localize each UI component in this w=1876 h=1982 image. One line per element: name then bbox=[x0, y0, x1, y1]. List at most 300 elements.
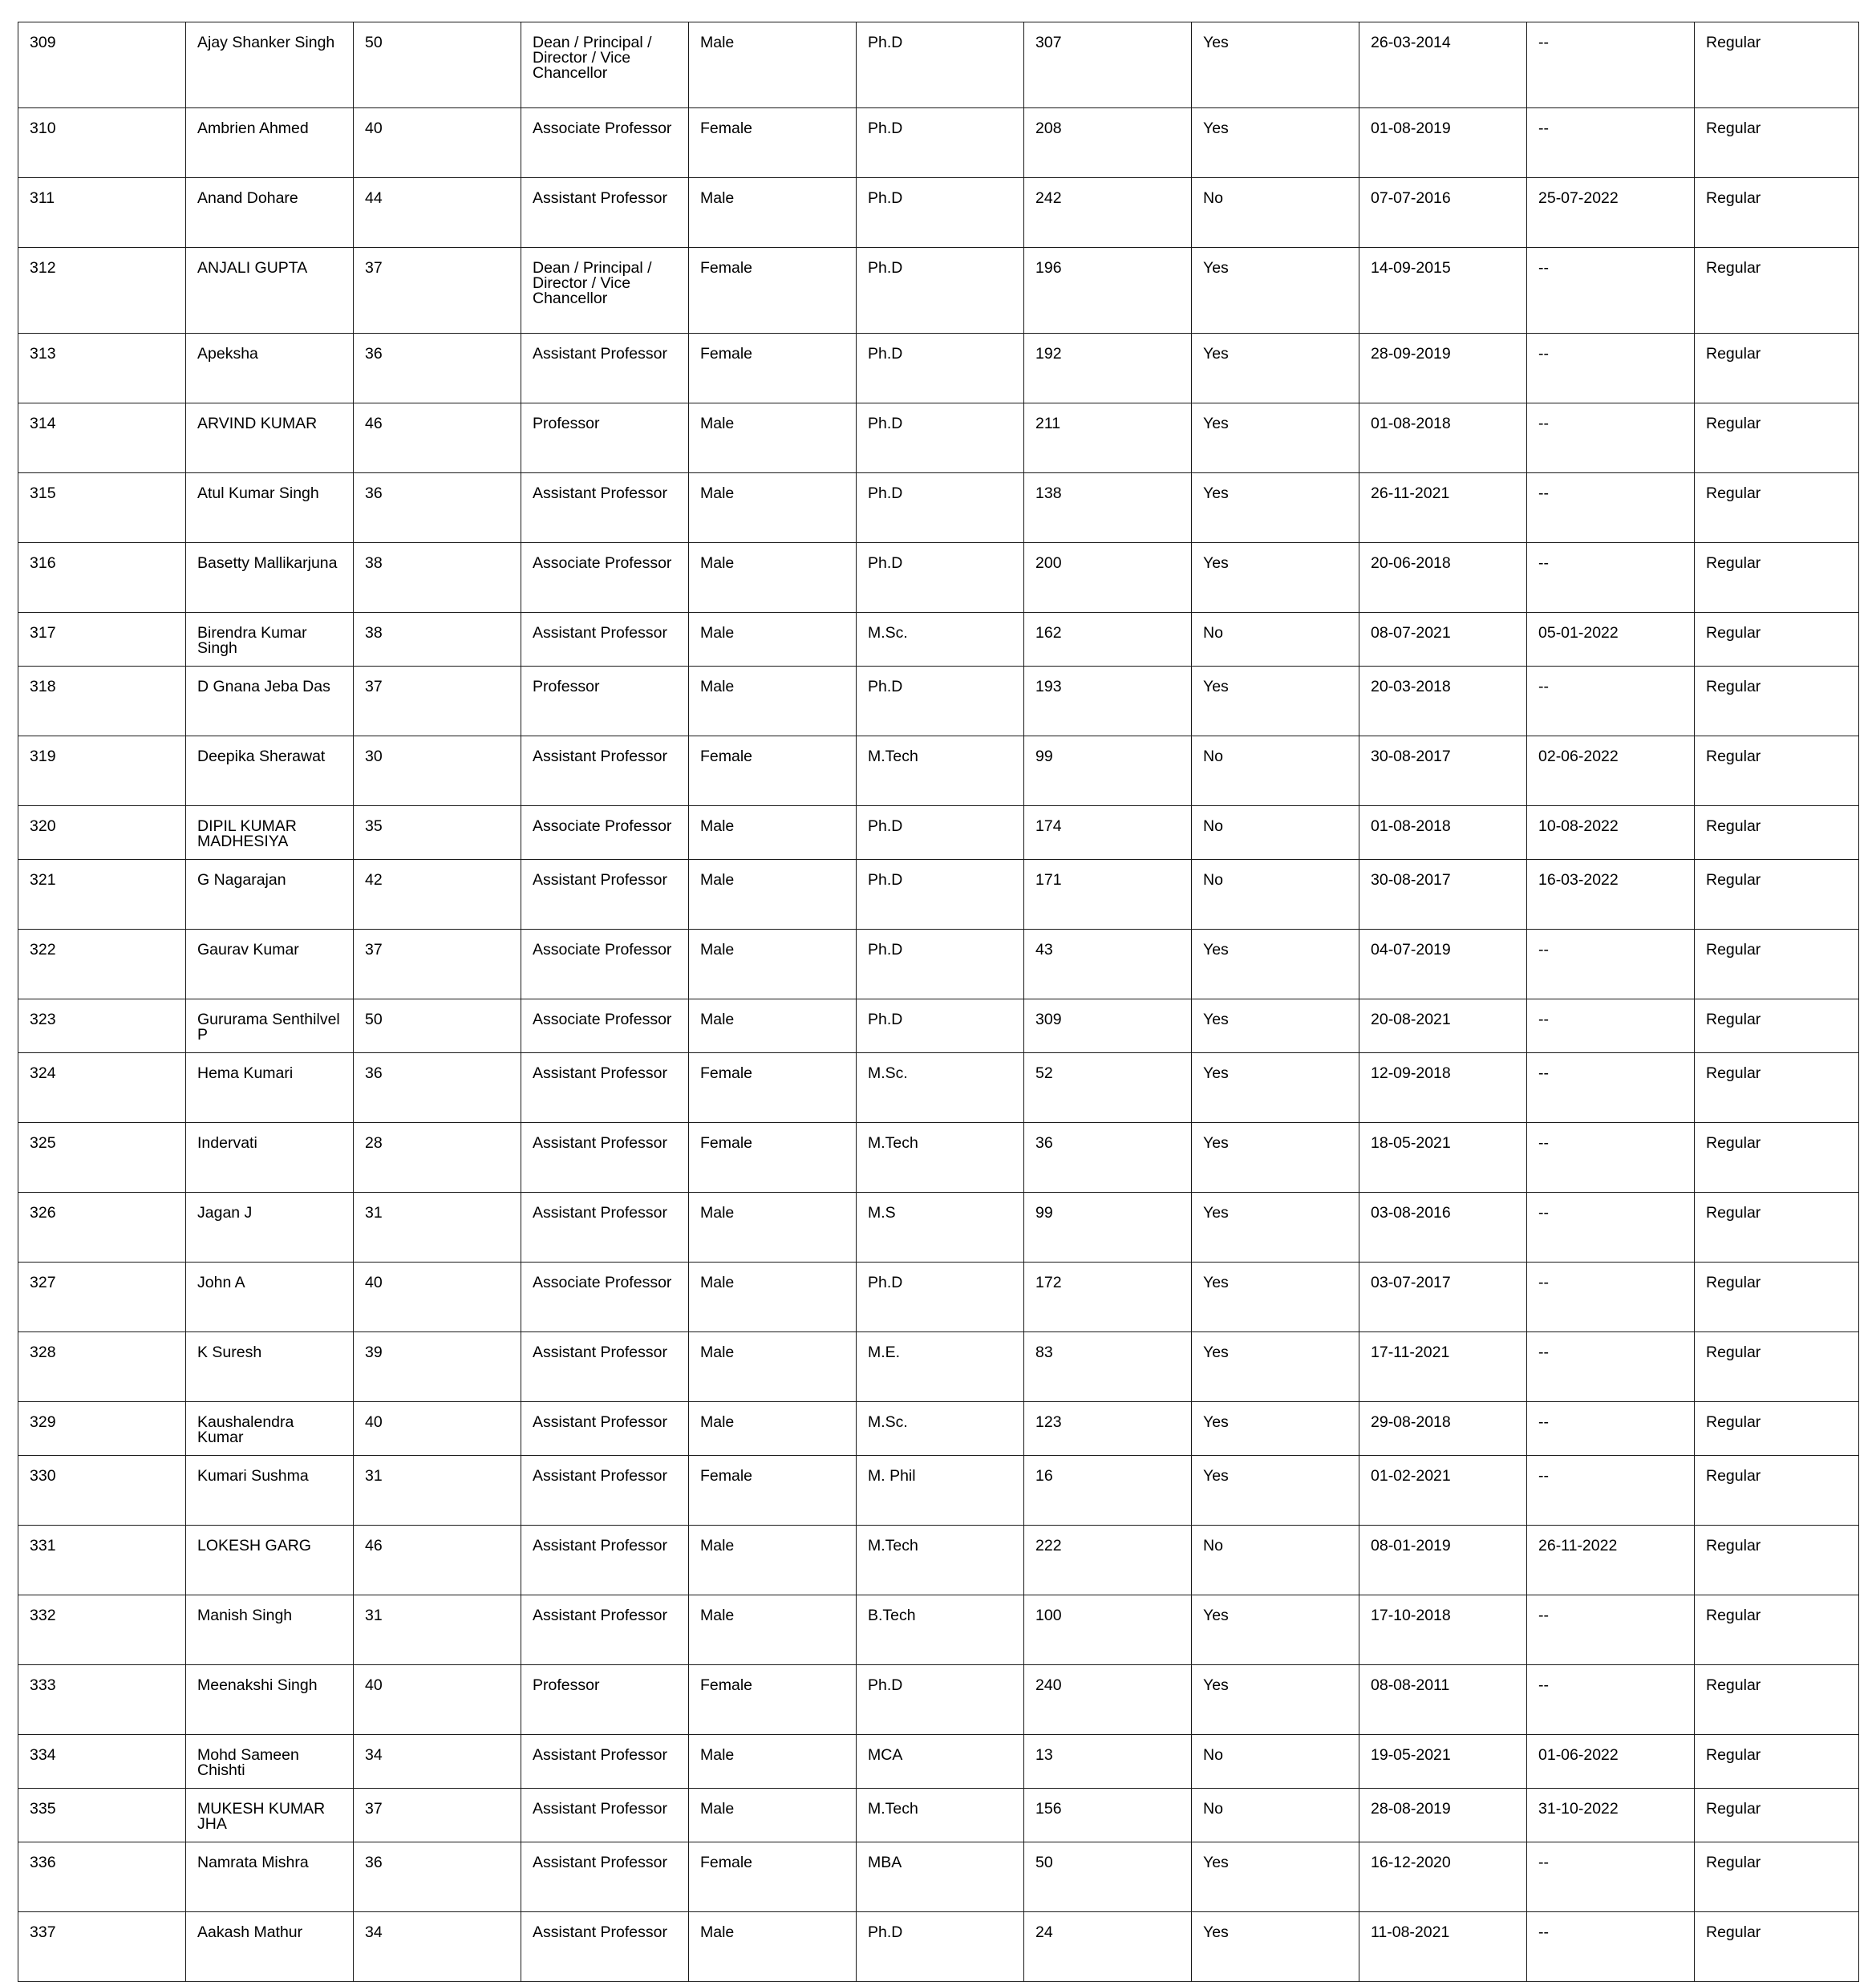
joining-date-cell: 28-09-2019 bbox=[1359, 334, 1527, 403]
qualification-cell: M.Sc. bbox=[857, 1053, 1024, 1123]
currently-working-cell: Yes bbox=[1192, 1456, 1359, 1526]
experience-cell: 196 bbox=[1024, 248, 1192, 334]
name-cell: Aakash Mathur bbox=[186, 1912, 354, 1982]
joining-date-cell: 20-08-2021 bbox=[1359, 999, 1527, 1053]
qualification-cell: MCA bbox=[857, 1735, 1024, 1789]
age-cell: 46 bbox=[354, 403, 521, 473]
nature-cell: Regular bbox=[1695, 1123, 1859, 1193]
qualification-cell: M.Tech bbox=[857, 1123, 1024, 1193]
age-cell: 31 bbox=[354, 1193, 521, 1263]
joining-date-cell: 17-11-2021 bbox=[1359, 1332, 1527, 1402]
joining-date-cell: 11-08-2021 bbox=[1359, 1912, 1527, 1982]
qualification-cell: B.Tech bbox=[857, 1595, 1024, 1665]
age-cell: 36 bbox=[354, 1842, 521, 1912]
serial-cell: 315 bbox=[18, 473, 186, 543]
gender-cell: Female bbox=[689, 1842, 857, 1912]
leaving-date-cell: -- bbox=[1527, 22, 1695, 108]
nature-cell: Regular bbox=[1695, 543, 1859, 613]
gender-cell: Female bbox=[689, 736, 857, 806]
name-cell: ARVIND KUMAR bbox=[186, 403, 354, 473]
name-cell: Anand Dohare bbox=[186, 178, 354, 248]
nature-cell: Regular bbox=[1695, 1735, 1859, 1789]
serial-cell: 313 bbox=[18, 334, 186, 403]
joining-date-cell: 20-06-2018 bbox=[1359, 543, 1527, 613]
joining-date-cell: 04-07-2019 bbox=[1359, 930, 1527, 999]
qualification-cell: Ph.D bbox=[857, 1665, 1024, 1735]
name-cell: Apeksha bbox=[186, 334, 354, 403]
leaving-date-cell: -- bbox=[1527, 930, 1695, 999]
qualification-cell: M.Sc. bbox=[857, 1402, 1024, 1456]
serial-cell: 320 bbox=[18, 806, 186, 860]
designation-cell: Professor bbox=[521, 403, 689, 473]
designation-cell: Professor bbox=[521, 667, 689, 736]
designation-cell: Assistant Professor bbox=[521, 1332, 689, 1402]
joining-date-cell: 08-07-2021 bbox=[1359, 613, 1527, 667]
joining-date-cell: 03-07-2017 bbox=[1359, 1263, 1527, 1332]
table-row bbox=[18, 178, 1859, 248]
nature-cell: Regular bbox=[1695, 1912, 1859, 1982]
joining-date-cell: 29-08-2018 bbox=[1359, 1402, 1527, 1456]
table-row bbox=[18, 860, 1859, 930]
designation-cell: Assistant Professor bbox=[521, 178, 689, 248]
serial-cell: 330 bbox=[18, 1456, 186, 1526]
leaving-date-cell: 02-06-2022 bbox=[1527, 736, 1695, 806]
name-cell: Namrata Mishra bbox=[186, 1842, 354, 1912]
leaving-date-cell: -- bbox=[1527, 1193, 1695, 1263]
qualification-cell: Ph.D bbox=[857, 999, 1024, 1053]
designation-cell: Assistant Professor bbox=[521, 613, 689, 667]
currently-working-cell: Yes bbox=[1192, 543, 1359, 613]
designation-cell: Assistant Professor bbox=[521, 1912, 689, 1982]
leaving-date-cell: -- bbox=[1527, 473, 1695, 543]
currently-working-cell: Yes bbox=[1192, 1123, 1359, 1193]
experience-cell: 100 bbox=[1024, 1595, 1192, 1665]
name-cell: Kumari Sushma bbox=[186, 1456, 354, 1526]
age-cell: 34 bbox=[354, 1912, 521, 1982]
currently-working-cell: Yes bbox=[1192, 999, 1359, 1053]
experience-cell: 99 bbox=[1024, 1193, 1192, 1263]
serial-cell: 318 bbox=[18, 667, 186, 736]
table-row bbox=[18, 403, 1859, 473]
table-row bbox=[18, 806, 1859, 860]
currently-working-cell: Yes bbox=[1192, 1912, 1359, 1982]
serial-cell: 317 bbox=[18, 613, 186, 667]
nature-cell: Regular bbox=[1695, 403, 1859, 473]
gender-cell: Male bbox=[689, 1526, 857, 1595]
leaving-date-cell: 10-08-2022 bbox=[1527, 806, 1695, 860]
joining-date-cell: 16-12-2020 bbox=[1359, 1842, 1527, 1912]
currently-working-cell: No bbox=[1192, 1735, 1359, 1789]
currently-working-cell: No bbox=[1192, 860, 1359, 930]
leaving-date-cell: -- bbox=[1527, 334, 1695, 403]
qualification-cell: Ph.D bbox=[857, 667, 1024, 736]
table-row bbox=[18, 930, 1859, 999]
nature-cell: Regular bbox=[1695, 108, 1859, 178]
gender-cell: Male bbox=[689, 1193, 857, 1263]
experience-cell: 208 bbox=[1024, 108, 1192, 178]
serial-cell: 334 bbox=[18, 1735, 186, 1789]
age-cell: 31 bbox=[354, 1595, 521, 1665]
faculty-table bbox=[18, 22, 1859, 1982]
qualification-cell: Ph.D bbox=[857, 806, 1024, 860]
serial-cell: 325 bbox=[18, 1123, 186, 1193]
leaving-date-cell: 01-06-2022 bbox=[1527, 1735, 1695, 1789]
leaving-date-cell: -- bbox=[1527, 1123, 1695, 1193]
serial-cell: 309 bbox=[18, 22, 186, 108]
name-cell: John A bbox=[186, 1263, 354, 1332]
serial-cell: 316 bbox=[18, 543, 186, 613]
experience-cell: 156 bbox=[1024, 1789, 1192, 1842]
leaving-date-cell: -- bbox=[1527, 543, 1695, 613]
qualification-cell: M.Tech bbox=[857, 1789, 1024, 1842]
leaving-date-cell: -- bbox=[1527, 1595, 1695, 1665]
joining-date-cell: 14-09-2015 bbox=[1359, 248, 1527, 334]
table-row bbox=[18, 1263, 1859, 1332]
experience-cell: 222 bbox=[1024, 1526, 1192, 1595]
designation-cell: Associate Professor bbox=[521, 1263, 689, 1332]
age-cell: 38 bbox=[354, 613, 521, 667]
nature-cell: Regular bbox=[1695, 860, 1859, 930]
leaving-date-cell: 25-07-2022 bbox=[1527, 178, 1695, 248]
age-cell: 31 bbox=[354, 1456, 521, 1526]
nature-cell: Regular bbox=[1695, 999, 1859, 1053]
designation-cell: Assistant Professor bbox=[521, 1595, 689, 1665]
gender-cell: Male bbox=[689, 1912, 857, 1982]
experience-cell: 192 bbox=[1024, 334, 1192, 403]
age-cell: 37 bbox=[354, 1789, 521, 1842]
experience-cell: 99 bbox=[1024, 736, 1192, 806]
leaving-date-cell: -- bbox=[1527, 108, 1695, 178]
serial-cell: 337 bbox=[18, 1912, 186, 1982]
leaving-date-cell: 16-03-2022 bbox=[1527, 860, 1695, 930]
leaving-date-cell: -- bbox=[1527, 403, 1695, 473]
nature-cell: Regular bbox=[1695, 1595, 1859, 1665]
table-row bbox=[18, 1123, 1859, 1193]
gender-cell: Male bbox=[689, 930, 857, 999]
gender-cell: Male bbox=[689, 1263, 857, 1332]
joining-date-cell: 19-05-2021 bbox=[1359, 1735, 1527, 1789]
gender-cell: Female bbox=[689, 1053, 857, 1123]
currently-working-cell: Yes bbox=[1192, 930, 1359, 999]
leaving-date-cell: -- bbox=[1527, 1053, 1695, 1123]
currently-working-cell: Yes bbox=[1192, 1193, 1359, 1263]
serial-cell: 331 bbox=[18, 1526, 186, 1595]
currently-working-cell: No bbox=[1192, 178, 1359, 248]
designation-cell: Assistant Professor bbox=[521, 1842, 689, 1912]
table-row bbox=[18, 22, 1859, 108]
currently-working-cell: Yes bbox=[1192, 667, 1359, 736]
table-row bbox=[18, 1526, 1859, 1595]
qualification-cell: MBA bbox=[857, 1842, 1024, 1912]
nature-cell: Regular bbox=[1695, 806, 1859, 860]
joining-date-cell: 08-01-2019 bbox=[1359, 1526, 1527, 1595]
gender-cell: Female bbox=[689, 248, 857, 334]
currently-working-cell: Yes bbox=[1192, 334, 1359, 403]
age-cell: 30 bbox=[354, 736, 521, 806]
table-row bbox=[18, 108, 1859, 178]
table-row bbox=[18, 1789, 1859, 1842]
nature-cell: Regular bbox=[1695, 736, 1859, 806]
designation-cell: Assistant Professor bbox=[521, 1123, 689, 1193]
designation-cell: Associate Professor bbox=[521, 543, 689, 613]
name-cell: Basetty Mallikarjuna bbox=[186, 543, 354, 613]
name-cell: Gururama Senthilvel P bbox=[186, 999, 354, 1053]
designation-cell: Dean / Principal / Director / Vice Chancellor bbox=[521, 22, 689, 108]
currently-working-cell: Yes bbox=[1192, 1665, 1359, 1735]
age-cell: 50 bbox=[354, 22, 521, 108]
nature-cell: Regular bbox=[1695, 1193, 1859, 1263]
leaving-date-cell: -- bbox=[1527, 1332, 1695, 1402]
currently-working-cell: No bbox=[1192, 1526, 1359, 1595]
serial-cell: 310 bbox=[18, 108, 186, 178]
age-cell: 40 bbox=[354, 108, 521, 178]
experience-cell: 24 bbox=[1024, 1912, 1192, 1982]
currently-working-cell: Yes bbox=[1192, 108, 1359, 178]
gender-cell: Male bbox=[689, 1332, 857, 1402]
name-cell: Ajay Shanker Singh bbox=[186, 22, 354, 108]
designation-cell: Assistant Professor bbox=[521, 1053, 689, 1123]
qualification-cell: Ph.D bbox=[857, 1912, 1024, 1982]
age-cell: 40 bbox=[354, 1402, 521, 1456]
name-cell: Hema Kumari bbox=[186, 1053, 354, 1123]
currently-working-cell: Yes bbox=[1192, 403, 1359, 473]
currently-working-cell: No bbox=[1192, 1789, 1359, 1842]
nature-cell: Regular bbox=[1695, 178, 1859, 248]
designation-cell: Associate Professor bbox=[521, 806, 689, 860]
name-cell: Kaushalendra Kumar bbox=[186, 1402, 354, 1456]
name-cell: Indervati bbox=[186, 1123, 354, 1193]
joining-date-cell: 30-08-2017 bbox=[1359, 736, 1527, 806]
name-cell: Deepika Sherawat bbox=[186, 736, 354, 806]
currently-working-cell: Yes bbox=[1192, 22, 1359, 108]
table-row bbox=[18, 473, 1859, 543]
joining-date-cell: 01-08-2018 bbox=[1359, 806, 1527, 860]
table-row bbox=[18, 1053, 1859, 1123]
serial-cell: 327 bbox=[18, 1263, 186, 1332]
serial-cell: 335 bbox=[18, 1789, 186, 1842]
name-cell: Jagan J bbox=[186, 1193, 354, 1263]
name-cell: Manish Singh bbox=[186, 1595, 354, 1665]
table-row bbox=[18, 1332, 1859, 1402]
joining-date-cell: 18-05-2021 bbox=[1359, 1123, 1527, 1193]
serial-cell: 328 bbox=[18, 1332, 186, 1402]
joining-date-cell: 03-08-2016 bbox=[1359, 1193, 1527, 1263]
experience-cell: 174 bbox=[1024, 806, 1192, 860]
designation-cell: Assistant Professor bbox=[521, 1789, 689, 1842]
name-cell: Atul Kumar Singh bbox=[186, 473, 354, 543]
gender-cell: Male bbox=[689, 1735, 857, 1789]
designation-cell: Assistant Professor bbox=[521, 860, 689, 930]
designation-cell: Assistant Professor bbox=[521, 1456, 689, 1526]
qualification-cell: Ph.D bbox=[857, 403, 1024, 473]
qualification-cell: Ph.D bbox=[857, 543, 1024, 613]
table-row bbox=[18, 334, 1859, 403]
nature-cell: Regular bbox=[1695, 1332, 1859, 1402]
age-cell: 35 bbox=[354, 806, 521, 860]
leaving-date-cell: -- bbox=[1527, 1842, 1695, 1912]
table-row bbox=[18, 613, 1859, 667]
currently-working-cell: No bbox=[1192, 806, 1359, 860]
joining-date-cell: 30-08-2017 bbox=[1359, 860, 1527, 930]
currently-working-cell: Yes bbox=[1192, 1402, 1359, 1456]
gender-cell: Male bbox=[689, 22, 857, 108]
experience-cell: 309 bbox=[1024, 999, 1192, 1053]
nature-cell: Regular bbox=[1695, 22, 1859, 108]
name-cell: Meenakshi Singh bbox=[186, 1665, 354, 1735]
designation-cell: Assistant Professor bbox=[521, 1526, 689, 1595]
nature-cell: Regular bbox=[1695, 1526, 1859, 1595]
designation-cell: Assistant Professor bbox=[521, 334, 689, 403]
nature-cell: Regular bbox=[1695, 1842, 1859, 1912]
age-cell: 40 bbox=[354, 1263, 521, 1332]
serial-cell: 332 bbox=[18, 1595, 186, 1665]
gender-cell: Male bbox=[689, 178, 857, 248]
age-cell: 36 bbox=[354, 334, 521, 403]
designation-cell: Associate Professor bbox=[521, 108, 689, 178]
nature-cell: Regular bbox=[1695, 1402, 1859, 1456]
nature-cell: Regular bbox=[1695, 1665, 1859, 1735]
serial-cell: 312 bbox=[18, 248, 186, 334]
table-row bbox=[18, 999, 1859, 1053]
gender-cell: Male bbox=[689, 860, 857, 930]
nature-cell: Regular bbox=[1695, 1789, 1859, 1842]
table-row bbox=[18, 1193, 1859, 1263]
currently-working-cell: Yes bbox=[1192, 1842, 1359, 1912]
age-cell: 37 bbox=[354, 930, 521, 999]
experience-cell: 171 bbox=[1024, 860, 1192, 930]
experience-cell: 138 bbox=[1024, 473, 1192, 543]
gender-cell: Male bbox=[689, 473, 857, 543]
gender-cell: Female bbox=[689, 1123, 857, 1193]
table-row bbox=[18, 1402, 1859, 1456]
age-cell: 34 bbox=[354, 1735, 521, 1789]
serial-cell: 319 bbox=[18, 736, 186, 806]
experience-cell: 123 bbox=[1024, 1402, 1192, 1456]
qualification-cell: Ph.D bbox=[857, 178, 1024, 248]
designation-cell: Assistant Professor bbox=[521, 1193, 689, 1263]
age-cell: 38 bbox=[354, 543, 521, 613]
qualification-cell: M.Tech bbox=[857, 736, 1024, 806]
joining-date-cell: 07-07-2016 bbox=[1359, 178, 1527, 248]
name-cell: LOKESH GARG bbox=[186, 1526, 354, 1595]
qualification-cell: M.S bbox=[857, 1193, 1024, 1263]
name-cell: Ambrien Ahmed bbox=[186, 108, 354, 178]
name-cell: DIPIL KUMAR MADHESIYA bbox=[186, 806, 354, 860]
nature-cell: Regular bbox=[1695, 930, 1859, 999]
leaving-date-cell: -- bbox=[1527, 1263, 1695, 1332]
nature-cell: Regular bbox=[1695, 613, 1859, 667]
table-row bbox=[18, 1595, 1859, 1665]
experience-cell: 200 bbox=[1024, 543, 1192, 613]
designation-cell: Dean / Principal / Director / Vice Chancellor bbox=[521, 248, 689, 334]
name-cell: Gaurav Kumar bbox=[186, 930, 354, 999]
gender-cell: Male bbox=[689, 403, 857, 473]
leaving-date-cell: -- bbox=[1527, 1912, 1695, 1982]
qualification-cell: Ph.D bbox=[857, 473, 1024, 543]
name-cell: G Nagarajan bbox=[186, 860, 354, 930]
joining-date-cell: 20-03-2018 bbox=[1359, 667, 1527, 736]
nature-cell: Regular bbox=[1695, 248, 1859, 334]
age-cell: 36 bbox=[354, 473, 521, 543]
age-cell: 37 bbox=[354, 667, 521, 736]
nature-cell: Regular bbox=[1695, 334, 1859, 403]
qualification-cell: Ph.D bbox=[857, 860, 1024, 930]
nature-cell: Regular bbox=[1695, 473, 1859, 543]
table-row bbox=[18, 1912, 1859, 1982]
currently-working-cell: No bbox=[1192, 736, 1359, 806]
leaving-date-cell: -- bbox=[1527, 667, 1695, 736]
qualification-cell: Ph.D bbox=[857, 248, 1024, 334]
designation-cell: Professor bbox=[521, 1665, 689, 1735]
leaving-date-cell: -- bbox=[1527, 999, 1695, 1053]
gender-cell: Male bbox=[689, 806, 857, 860]
name-cell: K Suresh bbox=[186, 1332, 354, 1402]
age-cell: 50 bbox=[354, 999, 521, 1053]
gender-cell: Male bbox=[689, 667, 857, 736]
qualification-cell: Ph.D bbox=[857, 108, 1024, 178]
experience-cell: 50 bbox=[1024, 1842, 1192, 1912]
qualification-cell: Ph.D bbox=[857, 930, 1024, 999]
experience-cell: 16 bbox=[1024, 1456, 1192, 1526]
joining-date-cell: 01-02-2021 bbox=[1359, 1456, 1527, 1526]
table-row bbox=[18, 1456, 1859, 1526]
age-cell: 42 bbox=[354, 860, 521, 930]
serial-cell: 323 bbox=[18, 999, 186, 1053]
name-cell: D Gnana Jeba Das bbox=[186, 667, 354, 736]
leaving-date-cell: 05-01-2022 bbox=[1527, 613, 1695, 667]
serial-cell: 322 bbox=[18, 930, 186, 999]
leaving-date-cell: 26-11-2022 bbox=[1527, 1526, 1695, 1595]
serial-cell: 314 bbox=[18, 403, 186, 473]
gender-cell: Male bbox=[689, 1595, 857, 1665]
gender-cell: Female bbox=[689, 1665, 857, 1735]
joining-date-cell: 28-08-2019 bbox=[1359, 1789, 1527, 1842]
designation-cell: Assistant Professor bbox=[521, 1402, 689, 1456]
qualification-cell: M.E. bbox=[857, 1332, 1024, 1402]
table-row bbox=[18, 543, 1859, 613]
gender-cell: Female bbox=[689, 334, 857, 403]
name-cell: MUKESH KUMAR JHA bbox=[186, 1789, 354, 1842]
currently-working-cell: Yes bbox=[1192, 1053, 1359, 1123]
experience-cell: 242 bbox=[1024, 178, 1192, 248]
name-cell: ANJALI GUPTA bbox=[186, 248, 354, 334]
designation-cell: Associate Professor bbox=[521, 930, 689, 999]
age-cell: 37 bbox=[354, 248, 521, 334]
designation-cell: Assistant Professor bbox=[521, 736, 689, 806]
serial-cell: 333 bbox=[18, 1665, 186, 1735]
currently-working-cell: Yes bbox=[1192, 1263, 1359, 1332]
leaving-date-cell: 31-10-2022 bbox=[1527, 1789, 1695, 1842]
serial-cell: 336 bbox=[18, 1842, 186, 1912]
gender-cell: Male bbox=[689, 543, 857, 613]
experience-cell: 240 bbox=[1024, 1665, 1192, 1735]
nature-cell: Regular bbox=[1695, 1456, 1859, 1526]
gender-cell: Female bbox=[689, 108, 857, 178]
qualification-cell: M.Sc. bbox=[857, 613, 1024, 667]
qualification-cell: M. Phil bbox=[857, 1456, 1024, 1526]
nature-cell: Regular bbox=[1695, 667, 1859, 736]
name-cell: Mohd Sameen Chishti bbox=[186, 1735, 354, 1789]
qualification-cell: Ph.D bbox=[857, 1263, 1024, 1332]
table-row bbox=[18, 1665, 1859, 1735]
age-cell: 39 bbox=[354, 1332, 521, 1402]
joining-date-cell: 26-11-2021 bbox=[1359, 473, 1527, 543]
table-row bbox=[18, 1735, 1859, 1789]
experience-cell: 36 bbox=[1024, 1123, 1192, 1193]
gender-cell: Male bbox=[689, 613, 857, 667]
currently-working-cell: Yes bbox=[1192, 473, 1359, 543]
currently-working-cell: No bbox=[1192, 613, 1359, 667]
